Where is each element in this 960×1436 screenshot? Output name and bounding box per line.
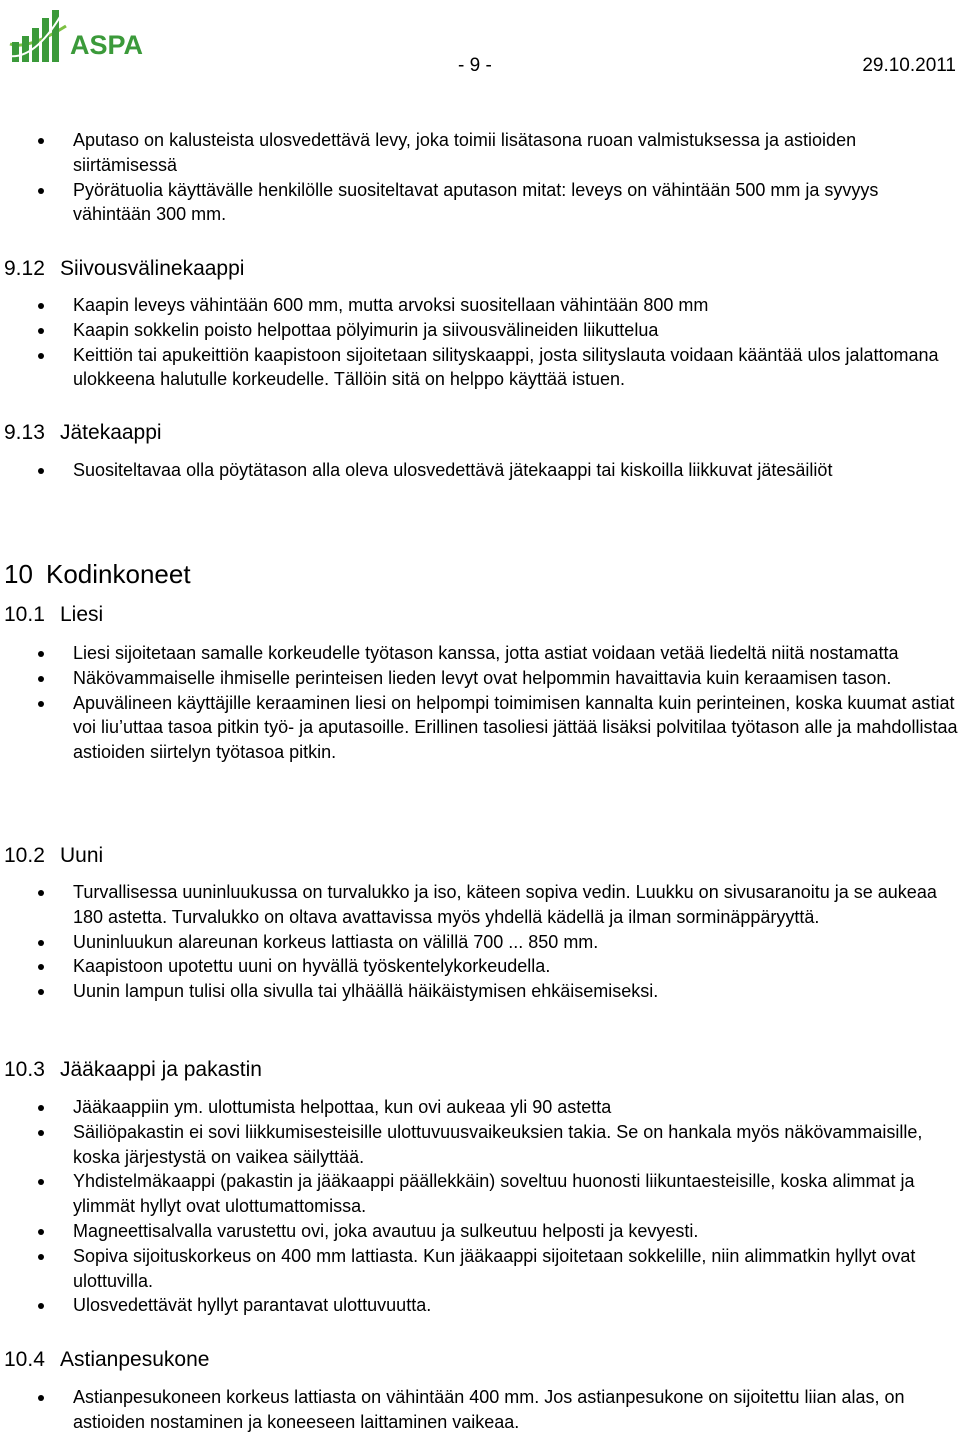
list-item: Magneettisalvalla varustettu ovi, joka avautuu ja sulkeutuu helposti ja kevyesti. [0,1219,959,1244]
list-item: Jääkaappiin ym. ulottumista helpottaa, kun ovi aukeaa yli 90 astetta [0,1095,959,1120]
list-item: Kaapin sokkelin poisto helpottaa pölyimurin ja siivousvälineiden liikuttelua [0,318,959,343]
logo-bars-icon [8,10,66,62]
section-list-9-13 [0,458,959,483]
intro-list [0,128,959,227]
section-list-9-12 [0,293,959,392]
section-heading-10-1: 10.1 Liesi [4,603,104,626]
section-heading-10-3: 10.3 Jääkaappi ja pakastin [4,1058,262,1081]
section-heading-10-2: 10.2 Uuni [4,844,104,867]
list-item: Sopiva sijoituskorkeus on 400 mm lattiasta. Kun jääkaappi sijoitetaan sokkelille, niin alimmatkin hyllyt ovat ulottuvilla. [0,1244,959,1294]
list-item: Näkövammaiselle ihmiselle perinteisen lieden levyt ovat helpommin havaittavia kuin keraamisen tason. [0,666,959,691]
list-item: Uunin lampun tulisi olla sivulla tai ylhäällä häikäistymisen ehkäisemiseksi. [0,979,959,1004]
logo-text: ASPA [70,30,144,60]
list-item: Pyörätuolia käyttävälle henkilölle suositeltavat aputason mitat: leveys on vähintään 500 mm ja syvyys vähintään 300 mm. [0,178,959,228]
section-list-10-2 [0,880,959,1004]
list-item: Säiliöpakastin ei sovi liikkumisesteisille ulottuvuusvaikeuksien takia. Se on hankala myös näkövammaisille, koska järjestystä on vaikea säilyttää. [0,1120,959,1170]
page-date: 29.10.2011 [862,55,956,76]
list-item: Kaapin leveys vähintään 600 mm, mutta arvoksi suositellaan vähintään 800 mm [0,293,959,318]
section-heading-9-13: 9.13 Jätekaappi [4,421,162,444]
section-list-10-3 [0,1095,959,1318]
list-item: Aputaso on kalusteista ulosvedettävä levy, joka toimii lisätasona ruoan valmistuksessa ja astioiden siirtämisessä [0,128,959,178]
section-heading-10-4: 10.4 Astianpesukone [4,1348,210,1371]
list-item: Liesi sijoitetaan samalle korkeudelle työtason kanssa, jotta astiat voidaan vetää liedeltä niitä nostamatta [0,641,959,666]
list-item: Uuninluukun alareunan korkeus lattiasta on välillä 700 ... 850 mm. [0,930,959,955]
list-item: Yhdistelmäkaappi (pakastin ja jääkaappi päällekkäin) soveltuu huonosti liikuntaesteisille, koska alimmat ja ylimmät hyllyt ovat ulottumattomissa. [0,1169,959,1219]
section-heading-9-12: 9.12 Siivousvälinekaappi [4,257,245,280]
list-item: Ulosvedettävät hyllyt parantavat ulottuvuutta. [0,1293,959,1318]
section-list-10-1 [0,641,959,765]
list-item: Keittiön tai apukeittiön kaapistoon sijoitetaan silityskaappi, josta silityslauta voidaan kääntää ulos jalattomana ulokkeena halutulle korkeudelle. Tällöin sitä on helppo käyttää istuen. [0,343,959,393]
section-list-10-4 [0,1385,959,1435]
list-item: Apuvälineen käyttäjille keraaminen liesi on helpompi toimimisen kannalta kuin perinteinen, koska kuumat astiat voi liu’uttaa tasoa pitkin työ- ja aputasoille. Erillinen tasoliesi jättää lisäksi polvitilaa työtason alle ja mahdollistaa astioiden siirtelyn työtasoa pitkin. [0,691,959,765]
page-number: - 9 - [458,55,492,76]
chapter-heading: 10 Kodinkoneet [4,559,191,589]
list-item: Astianpesukoneen korkeus lattiasta on vähintään 400 mm. Jos astianpesukone on sijoitettu liian alas, on astioiden nostaminen ja koneeseen laittaminen vaikeaa. [0,1385,959,1435]
list-item: Kaapistoon upotettu uuni on hyvällä työskentelykorkeudella. [0,954,959,979]
list-item: Suositeltavaa olla pöytätason alla oleva ulosvedettävä jätekaappi tai kiskoilla liikkuvat jätesäiliöt [0,458,959,483]
list-item: Turvallisessa uuninluukussa on turvalukko ja iso, käteen sopiva vedin. Luukku on sivusaranoitu ja se aukeaa 180 astetta. Turvalukko on oltava avattavissa myös yhdellä kädellä ja ilman sorminäppäryyttä. [0,880,959,930]
aspa-logo [6,4,146,66]
